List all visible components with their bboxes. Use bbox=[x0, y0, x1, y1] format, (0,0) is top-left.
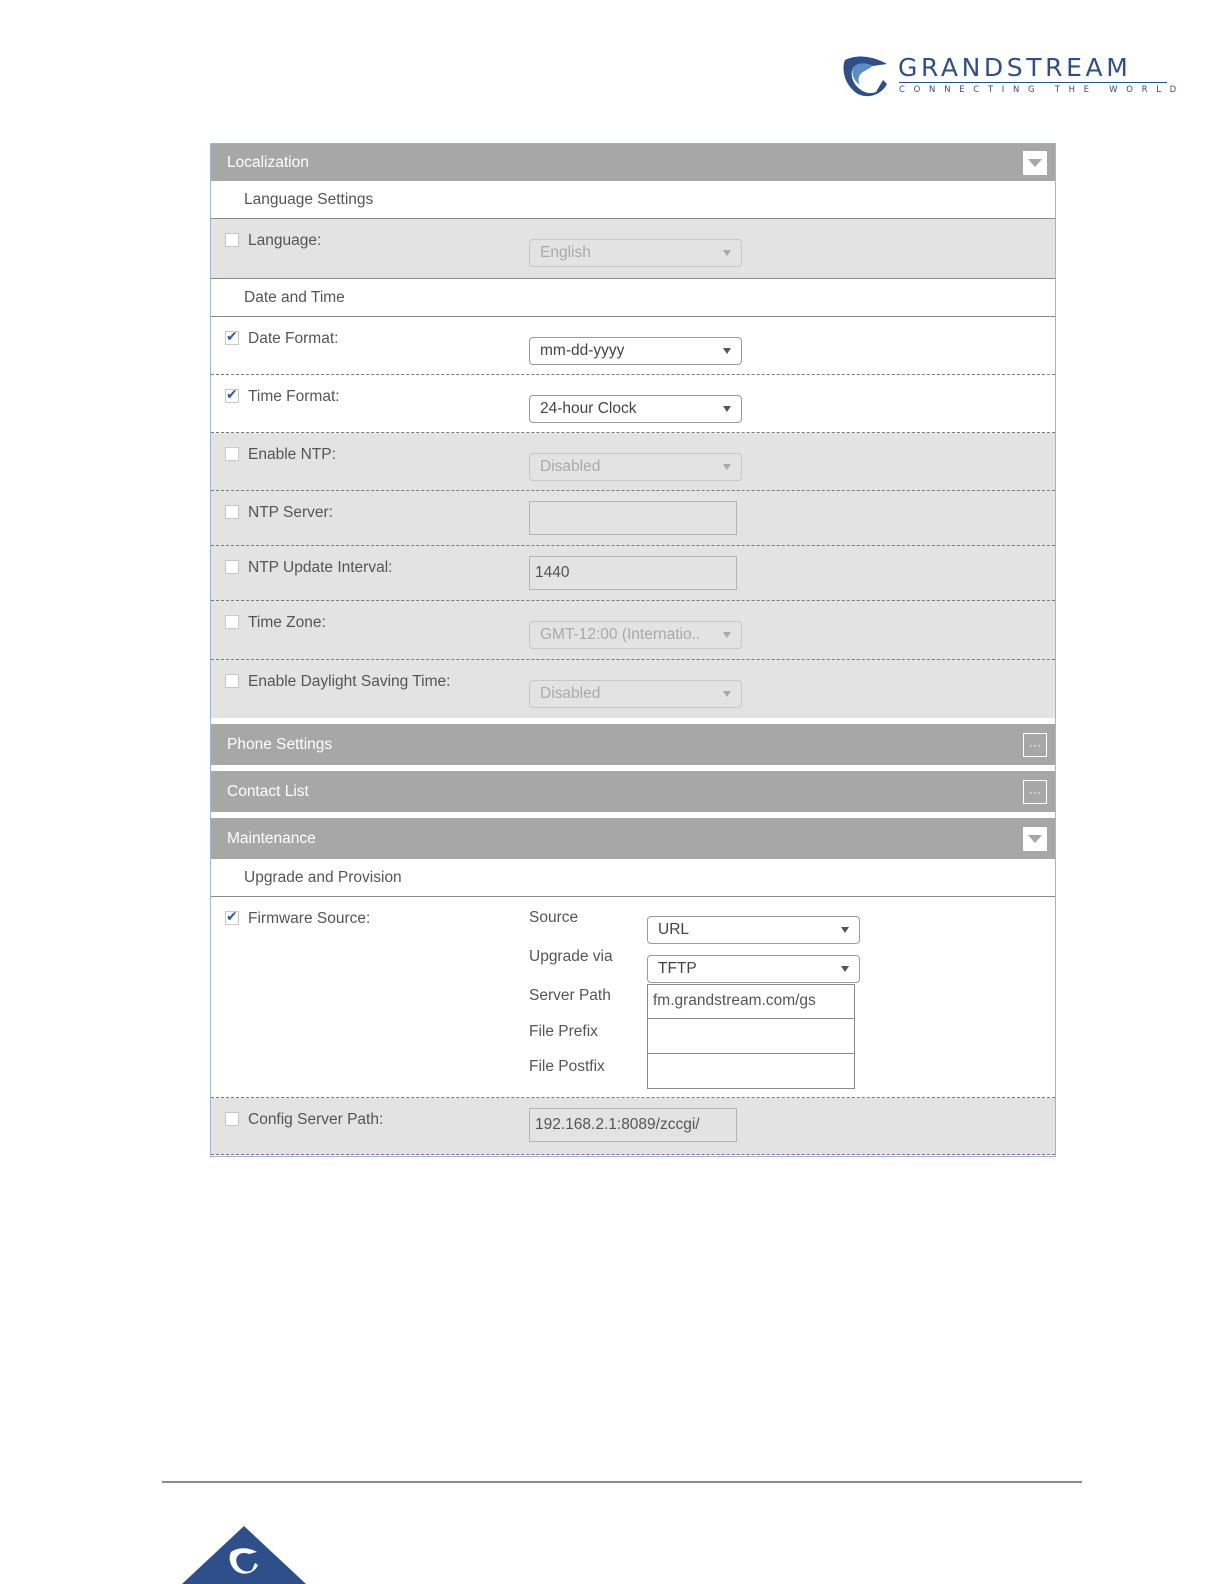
section-maintenance-header[interactable] bbox=[211, 818, 1055, 859]
date-format-value: mm-dd-yyyy bbox=[540, 342, 625, 359]
collapse-arrow-icon[interactable] bbox=[1023, 827, 1047, 851]
time-format-row bbox=[211, 375, 1055, 433]
time-format-select[interactable] bbox=[529, 395, 742, 423]
ntp-update-interval-input[interactable]: 1440 bbox=[529, 556, 737, 590]
config-server-path-row bbox=[211, 1098, 1055, 1155]
daylight-saving-value: Disabled bbox=[540, 685, 601, 702]
footer-divider bbox=[162, 1481, 1082, 1483]
enable-ntp-checkbox[interactable] bbox=[225, 447, 239, 461]
upgrade-via-value: TFTP bbox=[658, 960, 697, 977]
section-contact-list-header[interactable] bbox=[211, 771, 1055, 812]
ntp-server-input[interactable] bbox=[529, 501, 737, 535]
source-label: Source bbox=[529, 909, 579, 926]
upgrade-via-select[interactable] bbox=[647, 955, 860, 983]
config-server-path-input[interactable]: 192.168.2.1:8089/zccgi/ bbox=[529, 1108, 737, 1142]
subsection-title: Language Settings bbox=[244, 190, 374, 208]
date-format-select[interactable] bbox=[529, 337, 742, 365]
file-postfix-label: File Postfix bbox=[529, 1058, 605, 1075]
language-select[interactable] bbox=[529, 239, 742, 267]
daylight-saving-select[interactable] bbox=[529, 680, 742, 708]
firmware-source-label: Firmware Source: bbox=[248, 910, 371, 927]
chevron-down-icon bbox=[723, 632, 731, 638]
grandstream-footer-icon bbox=[228, 1546, 260, 1576]
subsection-upgrade-and-provision bbox=[211, 859, 1055, 897]
daylight-saving-label: Enable Daylight Saving Time: bbox=[248, 673, 451, 690]
chevron-down-icon bbox=[723, 250, 731, 256]
brand-name: GRANDSTREAM bbox=[898, 53, 1132, 82]
section-localization-header[interactable] bbox=[211, 144, 1055, 181]
section-title: Localization bbox=[227, 153, 309, 171]
file-prefix-input[interactable] bbox=[647, 1018, 855, 1054]
language-row bbox=[211, 219, 1055, 279]
more-icon[interactable]: ··· bbox=[1023, 733, 1047, 757]
ntp-server-checkbox[interactable] bbox=[225, 505, 239, 519]
section-title: Contact List bbox=[227, 782, 309, 800]
daylight-saving-checkbox[interactable] bbox=[225, 674, 239, 688]
firmware-source-checkbox[interactable] bbox=[225, 911, 239, 925]
source-select[interactable] bbox=[647, 916, 860, 944]
ntp-update-interval-label: NTP Update Interval: bbox=[248, 559, 393, 576]
config-server-path-label: Config Server Path: bbox=[248, 1111, 384, 1128]
file-prefix-label: File Prefix bbox=[529, 1023, 598, 1040]
collapse-arrow-icon[interactable] bbox=[1023, 151, 1047, 175]
time-format-checkbox[interactable] bbox=[225, 389, 239, 403]
time-format-label: Time Format: bbox=[248, 388, 340, 405]
more-icon[interactable]: ··· bbox=[1023, 780, 1047, 804]
ntp-update-interval-checkbox[interactable] bbox=[225, 560, 239, 574]
time-zone-checkbox[interactable] bbox=[225, 615, 239, 629]
file-postfix-input[interactable] bbox=[647, 1053, 855, 1089]
enable-ntp-select[interactable] bbox=[529, 453, 742, 481]
daylight-saving-row bbox=[211, 660, 1055, 718]
grandstream-swoosh-icon bbox=[843, 54, 889, 98]
time-zone-select[interactable] bbox=[529, 621, 742, 649]
subsection-title: Upgrade and Provision bbox=[244, 868, 402, 886]
date-format-checkbox[interactable] bbox=[225, 331, 239, 345]
date-format-row bbox=[211, 317, 1055, 375]
chevron-down-icon bbox=[723, 464, 731, 470]
enable-ntp-row bbox=[211, 433, 1055, 491]
section-phone-settings-header[interactable] bbox=[211, 724, 1055, 765]
settings-panel bbox=[210, 143, 1056, 1157]
server-path-input[interactable]: fm.grandstream.com/gs bbox=[647, 984, 855, 1019]
server-path-label: Server Path bbox=[529, 987, 611, 1004]
language-value: English bbox=[540, 244, 591, 261]
subsection-title: Date and Time bbox=[244, 288, 345, 306]
language-checkbox[interactable] bbox=[225, 233, 239, 247]
firmware-source-row bbox=[211, 897, 1055, 1098]
upgrade-via-label: Upgrade via bbox=[529, 948, 613, 965]
time-zone-row bbox=[211, 601, 1055, 660]
source-value: URL bbox=[658, 921, 690, 938]
time-format-value: 24-hour Clock bbox=[540, 400, 637, 417]
chevron-down-icon bbox=[723, 348, 731, 354]
section-title: Maintenance bbox=[227, 829, 316, 847]
language-label: Language: bbox=[248, 232, 322, 249]
enable-ntp-value: Disabled bbox=[540, 458, 601, 475]
chevron-down-icon bbox=[841, 927, 849, 933]
subsection-language-settings bbox=[211, 181, 1055, 219]
config-server-path-checkbox[interactable] bbox=[225, 1112, 239, 1126]
brand-underline bbox=[899, 82, 1167, 83]
chevron-down-icon bbox=[841, 966, 849, 972]
time-zone-value: GMT-12:00 (Internatio.. bbox=[540, 626, 701, 643]
ntp-server-row bbox=[211, 491, 1055, 546]
subsection-date-and-time bbox=[211, 279, 1055, 317]
ntp-update-interval-row bbox=[211, 546, 1055, 601]
section-title: Phone Settings bbox=[227, 735, 333, 753]
brand-tagline: CONNECTING THE WORLD bbox=[899, 85, 1185, 95]
chevron-down-icon bbox=[723, 406, 731, 412]
grandstream-logo bbox=[843, 53, 1185, 98]
ntp-server-label: NTP Server: bbox=[248, 504, 333, 521]
date-format-label: Date Format: bbox=[248, 330, 339, 347]
time-zone-label: Time Zone: bbox=[248, 614, 326, 631]
enable-ntp-label: Enable NTP: bbox=[248, 446, 336, 463]
chevron-down-icon bbox=[723, 691, 731, 697]
